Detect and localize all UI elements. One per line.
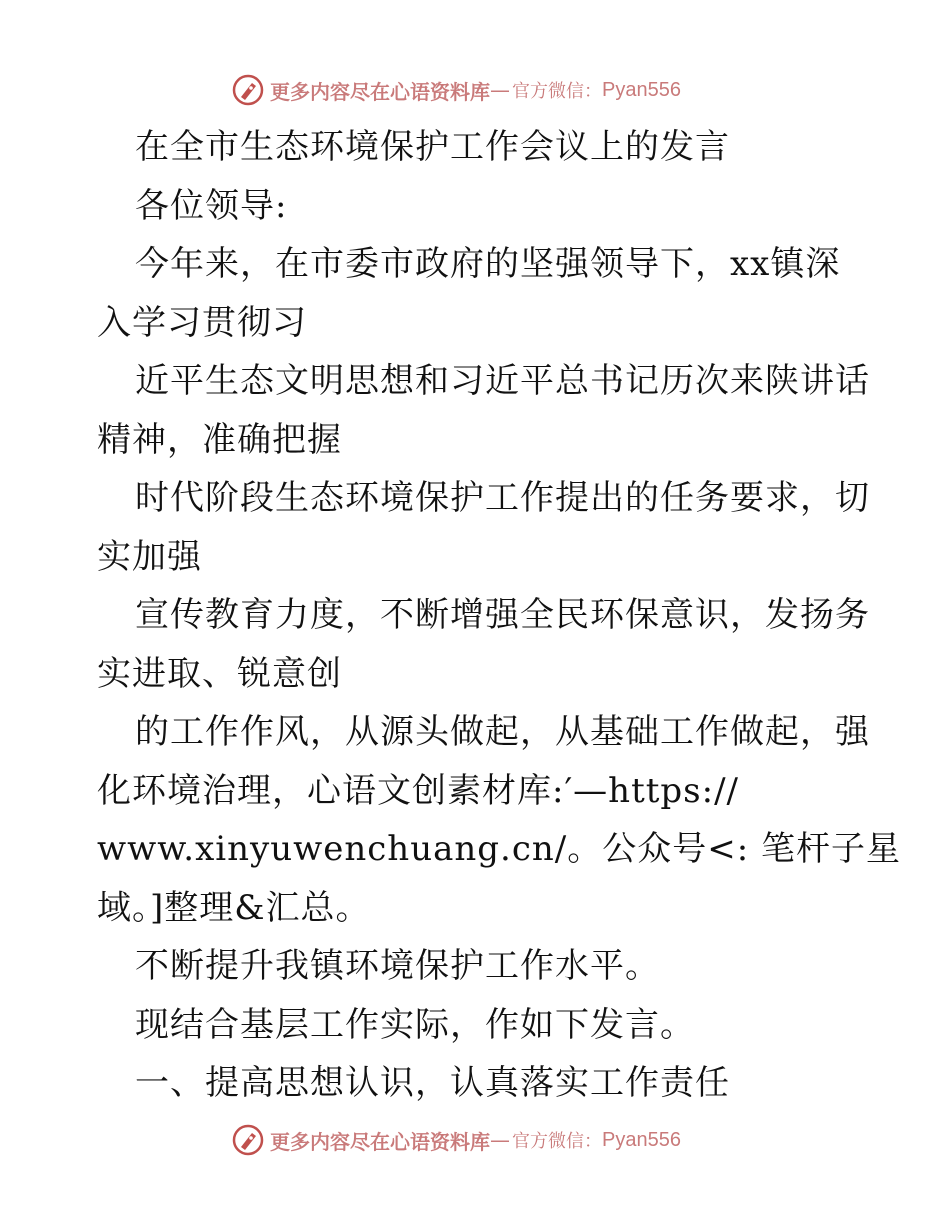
watermark-wechat-id: Pyan556 (602, 1128, 681, 1151)
watermark-dash: — (490, 78, 510, 102)
watermark-brand: 更多内容尽在心语资料库 (270, 1129, 490, 1154)
paragraph-line: 精神，准确把握 (97, 419, 342, 460)
section-heading: 一、提高思想认识，认真落实工作责任 (135, 1063, 730, 1103)
paragraph-line: 今年来，在市委市政府的坚强领导下，xx镇深 (135, 244, 841, 284)
paragraph-line: 实进取、锐意创 (97, 653, 342, 694)
paragraph-line: 的工作作风，从源头做起，从基础工作做起，强 (135, 712, 870, 752)
paragraph-line: 现结合基层工作实际，作如下发言。 (135, 1004, 695, 1045)
paragraph-line: 宣传教育力度，不断增强全民环保意识，发扬务 (135, 595, 870, 635)
watermark-dash: — (490, 1128, 510, 1152)
paragraph-line: 不断提升我镇环境保护工作水平。 (135, 946, 660, 986)
paragraph-line: 实加强 (97, 536, 202, 577)
watermark-official: 官方微信： (512, 1131, 602, 1152)
pen-nib-icon (232, 74, 264, 106)
header-watermark (232, 72, 681, 108)
watermark-official: 官方微信： (512, 81, 602, 102)
document-body (97, 118, 901, 1113)
footer-watermark (232, 1122, 681, 1158)
paragraph-line: 入学习贯彻习 (97, 302, 307, 343)
salutation: 各位领导: (135, 185, 288, 226)
watermark-brand: 更多内容尽在心语资料库 (270, 79, 490, 104)
pen-nib-icon (232, 1124, 264, 1156)
paragraph-line: www.xinyuwenchuang.cn/。公众号<: 笔杆子星 (97, 829, 901, 869)
paragraph-line: 近平生态文明思想和习近平总书记历次来陕讲话 (135, 361, 870, 401)
document-title: 在全市生态环境保护工作会议上的发言 (135, 127, 730, 167)
paragraph-line: 域。]整理&汇总。 (97, 887, 371, 928)
paragraph-line: 化环境治理，心语文创素材库:′—https:// (97, 770, 739, 811)
watermark-wechat-id: Pyan556 (602, 78, 681, 101)
paragraph-line: 时代阶段生态环境保护工作提出的任务要求，切 (135, 478, 870, 518)
